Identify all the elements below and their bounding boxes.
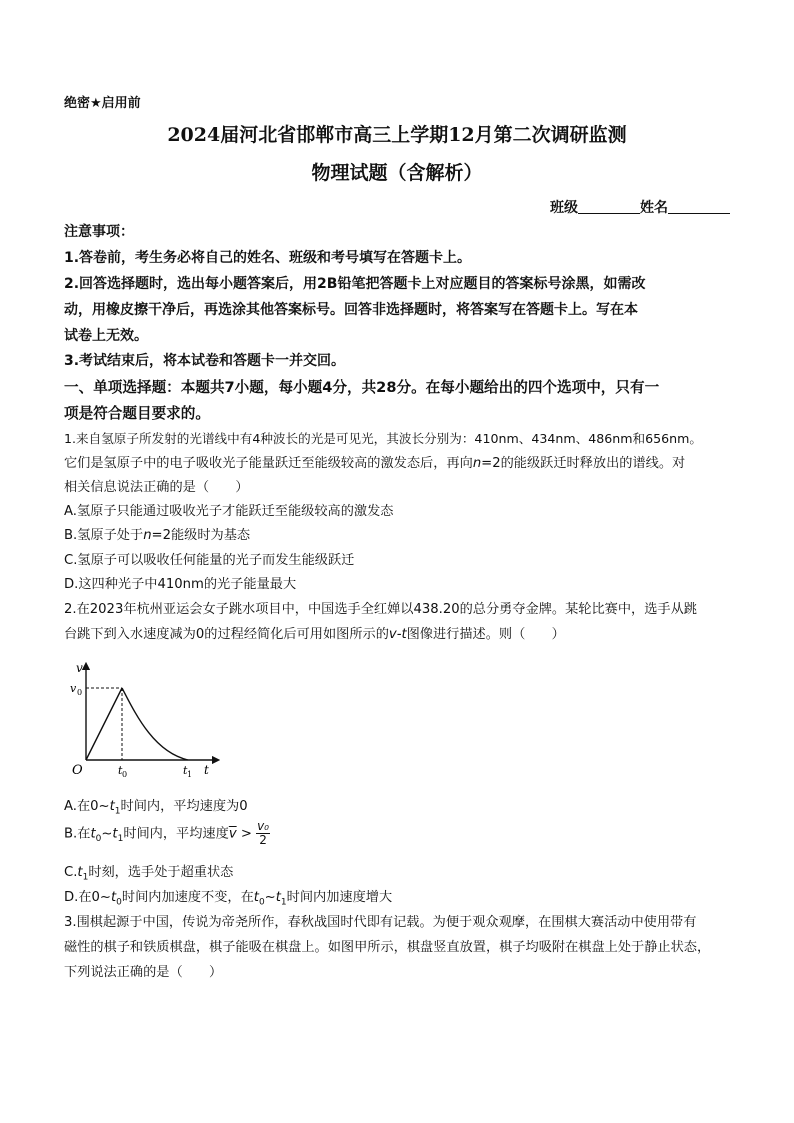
t-axis-label: t <box>204 763 209 777</box>
q2-option-a-text-a: A.在0~ <box>64 799 110 814</box>
name-blank[interactable] <box>668 199 730 214</box>
q2-option-c-sub: 1 <box>82 872 89 883</box>
q2-option-d-t1: t <box>275 890 281 905</box>
note-item-2-line1: 2.回答选择题时，选出每小题答案后，用2B铅笔把答题卡上对应题目的答案标号涂黑，如需改 <box>64 276 646 292</box>
q3-line1: 3.围棋起源于中国，传说为帝尧所作，春秋战国时代即有记载。为便于观众观摩，在围棋大赛活动中使用带有 <box>64 915 697 930</box>
q2-option-d-s0: 0 <box>116 897 122 908</box>
t0-label: t <box>118 764 123 777</box>
q2-option-c-t: t <box>77 865 83 880</box>
q2-option-b-text-b: 时间内，平均速度 <box>123 826 229 842</box>
v-axis-label: v <box>76 661 83 675</box>
q2-option-c-text-b: 时刻，选手处于超重状态 <box>88 865 234 880</box>
q1-option-d: D.这四种光子中410nm的光子能量最大 <box>64 577 297 592</box>
t1-label: t <box>183 764 188 777</box>
q3-line3: 下列说法正确的是（ ） <box>64 965 223 980</box>
q2-option-d-tilde: ~ <box>264 890 276 905</box>
t0-subscript: 0 <box>122 770 128 779</box>
q2-option-a-sub: 1 <box>114 806 121 817</box>
q1-line1: 1.来自氢原子所发射的光谱线中有4种波长的光是可见光，其波长分别为：410nm、434nm、486nm和656nm。 <box>64 431 702 446</box>
notes-heading: 注意事项： <box>64 224 134 240</box>
q1-option-b-n: n <box>143 528 152 543</box>
q1-option-c: C.氢原子可以吸收任何能量的光子而发生能级跃迁 <box>64 553 355 568</box>
q2-option-c-text-a: C. <box>64 865 78 880</box>
q2-option-d-t0: t <box>110 890 117 905</box>
origin-label: O <box>72 763 83 778</box>
q1-line2-n: n <box>472 456 482 471</box>
class-label: 班级 <box>550 200 578 216</box>
exam-subtitle: 物理试题（含解析） <box>311 162 483 184</box>
class-name-fields <box>550 197 730 217</box>
q2-line1: 2.在2023年杭州亚运会女子跳水项目中，中国选手全红婵以438.20的总分勇夺金牌。某轮比赛中，选手从跳 <box>64 602 697 617</box>
note-item-3: 3.考试结束后，将本试卷和答题卡一并交回。 <box>64 353 346 369</box>
q2-option-b-gt: > <box>236 826 257 842</box>
q2-option-d <box>64 886 392 908</box>
q2-option-d-s0b: 0 <box>258 897 265 908</box>
q1-line2-text-a: 它们是氢原子中的电子吸收光子能量跃迁至能级较高的激发态后，再向 <box>64 456 473 471</box>
decay-curve <box>122 688 188 760</box>
q2-option-b-s1: 1 <box>117 834 124 845</box>
q2-option-b <box>64 820 270 847</box>
note-item-1: 1.答卷前，考生务必将自己的姓名、班级和考号填写在答题卡上。 <box>64 250 472 266</box>
q2-option-d-text-a: D.在0~ <box>64 890 111 905</box>
q2-option-d-text-c: 时间内加速度增大 <box>286 890 393 905</box>
note-item-2-line2: 动，用橡皮擦干净后，再选涂其他答案标号。回答非选择题时，将答案写在答题卡上。写在本 <box>64 302 638 318</box>
vt-graph <box>64 660 224 780</box>
q2-option-b-t0: t <box>90 826 96 842</box>
q1-line3: 相关信息说法正确的是（ ） <box>64 480 249 495</box>
q2-option-b-t1: t <box>112 826 118 842</box>
v0-subscript: 0 <box>77 688 83 697</box>
q2-option-b-s0: 0 <box>95 834 102 845</box>
q2-line2 <box>64 623 565 642</box>
q2-option-a <box>64 795 248 817</box>
exam-title: 2024届河北省邯郸市高三上学期12月第二次调研监测 <box>167 124 627 146</box>
confidential-mark: 绝密★启用前 <box>64 96 141 111</box>
q2-option-b-vbar: $\overline{v}$ <box>228 826 237 842</box>
q2-option-d-text-b: 时间内加速度不变，在 <box>121 890 254 905</box>
q1-option-a: A.氢原子只能通过吸收光子才能跃迁至能级较高的激发态 <box>64 504 394 519</box>
q2-option-d-t0b: t <box>253 890 259 905</box>
v0-label: v <box>70 682 77 695</box>
q2-option-c <box>64 861 233 883</box>
class-blank[interactable] <box>578 199 640 214</box>
q1-line2 <box>64 452 685 471</box>
q2-option-b-numerator: v₀ <box>257 819 269 833</box>
q2-line2-text-b: 图像进行描述。则（ ） <box>406 627 565 642</box>
q2-option-b-text-a: B.在 <box>64 826 91 842</box>
q1-line2-text-b: =2的能级跃迁时释放出的谱线。对 <box>481 456 686 471</box>
section-heading-line1: 一、单项选择题：本题共7小题，每小题4分，共28分。在每小题给出的四个选项中，只有一 <box>64 379 660 396</box>
q2-line2-text-a: 台跳下到入水速度减为0的过程经简化后可用如图所示的 <box>64 627 389 642</box>
q2-option-b-denominator: 2 <box>259 833 267 847</box>
q2-option-b-tilde: ~ <box>101 826 113 842</box>
q1-option-b-text-a: B.氢原子处于 <box>64 528 144 543</box>
q1-option-b-text-b: =2能级时为基态 <box>151 528 251 543</box>
rising-segment <box>86 688 122 760</box>
q2-option-a-text-b: 时间内，平均速度为0 <box>120 799 248 814</box>
q2-option-d-s1: 1 <box>280 897 287 908</box>
t1-subscript: 1 <box>187 770 193 779</box>
note-item-2-line3: 试卷上无效。 <box>64 328 148 344</box>
q2-option-b-fraction <box>256 820 270 847</box>
q1-option-b <box>64 524 250 543</box>
q3-line2: 磁性的棋子和铁质棋盘，棋子能吸在棋盘上。如图甲所示，棋盘竖直放置，棋子均吸附在棋盘上处于静止状态， <box>64 940 711 955</box>
section-heading-line2: 项是符合题目要求的。 <box>64 405 210 422</box>
q2-option-a-t: t <box>109 799 115 814</box>
name-label: 姓名 <box>640 200 668 216</box>
q2-line2-vt: v-t <box>388 627 407 642</box>
